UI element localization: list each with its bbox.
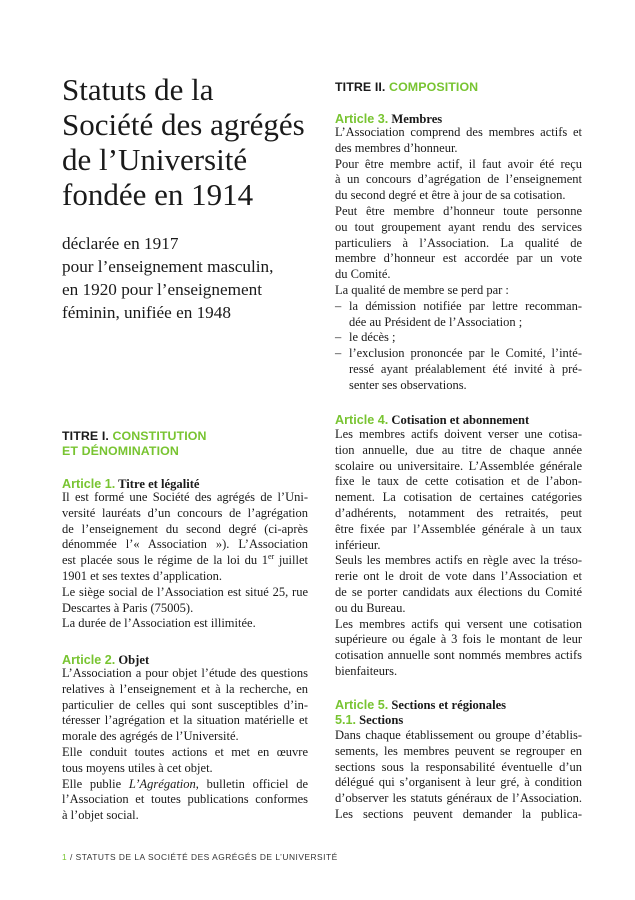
text-line: La durée de l’Association est illimitée. [62,616,256,631]
article-5-name: Sections et régionales [391,698,507,712]
text-segment: le décès ; [349,330,396,345]
text-line [62,553,308,569]
footer-text: STATUTS DE LA SOCIÉTÉ DES AGRÉGÉS DE L’UNIVERSITÉ [75,852,338,862]
text-line [62,777,308,793]
text-line: à l’objet social. [62,808,139,823]
text-line: des membres d’honneur. [335,140,458,155]
document-subtitle [62,232,322,324]
text-line: Seuls les membres actifs en règle avec la tréso- [335,553,582,568]
article-4-body [335,427,582,680]
text-line: du Comité. [335,267,391,282]
subtitle-line: en 1920 pour l’enseignement [62,280,262,299]
text-segment: juillet [274,553,308,568]
text-line: Les membres actifs qui versent une cotisation [335,616,582,631]
article-2-number: Article 2. [62,653,116,667]
text-line: Descartes à Paris (75005). [62,600,194,615]
text-line: particulier de celles qui sont susceptibles d’in- [62,697,308,712]
footer-separator: / [67,852,76,862]
text-line: dénommée l’« Association »). L’Association [62,537,308,552]
document-title [62,72,322,212]
text-line: Elle conduit toutes actions et met en œuvre [62,744,308,759]
text-line: ressé ayant préalablement été invité à pré- [349,361,582,376]
subtitle-line: féminin, unifiée en 1948 [62,303,231,322]
article-4-name: Cotisation et abonnement [391,413,530,427]
list-item [335,299,582,315]
ordinal-sup: er [268,552,275,562]
text-line: Dans chaque établissement ou groupe d’établis- [335,728,582,742]
text-line: Peut être membre d’honneur toute personne [335,203,582,218]
text-line: de l’enseignement du second degré (ci-après [62,521,308,536]
article-5-1-name: Sections [359,713,404,727]
article-3-body [335,125,582,394]
text-line: ou tout groupement ayant rendu des services [335,219,582,234]
text-segment: la démission notifiée par lettre recomman- [349,298,582,313]
text-line: nement. La cotisation de certaines catégories [335,490,582,505]
titre-2-heading [335,80,478,95]
article-4-heading [335,412,529,428]
article-5-heading [335,697,506,713]
dash-bullet: – [335,330,342,345]
text-line: morale des agrégés de l’Université. [62,729,239,744]
text-line: à un concours d’agrégation de l’enseignement [335,172,582,187]
article-5-1-heading [335,712,403,728]
subtitle-line: déclarée en 1917 [62,234,179,253]
title-line: fondée en 1914 [62,177,254,212]
article-2-name: Objet [118,653,150,667]
text-line: relatives à l’enseignement et à la recherche, en [62,681,308,696]
list-item [335,330,582,346]
publication-title: L’Agrégation [128,776,196,791]
subtitle-line: pour l’enseignement masculin, [62,257,274,276]
titre-1-prefix: TITRE I. [62,429,109,443]
article-1-name: Titre et légalité [118,477,200,491]
article-1-number: Article 1. [62,477,116,491]
text-line: L’Association a pour objet l’étude des questions [62,666,308,680]
titre-1-line2: ET DÉNOMINATION [62,444,179,458]
text-line: délégué qui s’organisent à leur gré, à condition [335,775,582,790]
text-line: La qualité de membre se perd par : [335,282,509,297]
text-line: d’observer les statuts généraux de l’Association. [335,791,582,806]
dash-bullet: – [335,346,342,361]
text-line: scolaire ou universitaire. L’Assemblée générale [335,458,582,473]
text-line: membre d’honneur est accordée par un vote [335,251,582,266]
text-line: du second degré et être à jour de sa cotisation. [335,188,566,203]
article-3-name: Membres [391,112,443,126]
title-line: de l’Université [62,142,248,177]
page-footer [62,852,338,862]
article-5-number: Article 5. [335,698,389,712]
text-line: dée au Président de l’Association ; [349,314,523,329]
list-item [335,346,582,362]
text-line: l’Association et toutes publications conformes [62,792,308,807]
text-line: ou du Bureau. [335,600,406,615]
titre-1-heading [62,429,207,459]
titre-2-label: COMPOSITION [389,80,479,94]
title-line: Société des agrégés [62,107,305,142]
text-line: versité lauréats d’un concours de l’agrégation [62,505,308,520]
article-1-body [62,490,308,632]
text-line: fixe le taux de cette cotisation et de l’abon- [335,474,582,489]
text-line: Le siège social de l’Association est situé 25, rue [62,584,308,599]
text-line: 1901 et ses textes d’application. [62,568,223,583]
text-segment: Elle publie [62,776,122,791]
text-line: d’adhérents, notamment des retraités, peut [335,505,582,520]
text-line: tous moyens utiles à cet objet. [62,760,213,775]
article-3-number: Article 3. [335,112,389,126]
article-4-number: Article 4. [335,413,389,427]
text-line: cotisation annuelle sont nommés membres actifs [335,648,582,663]
text-line: L’Association comprend des membres actifs et [335,125,582,139]
dash-bullet: – [335,298,342,313]
text-line: Il est formé une Société des agrégés de l’Uni- [62,490,308,504]
text-segment: , bulletin officiel de [195,776,308,791]
title-line: Statuts de la [62,72,214,107]
text-line: bienfaiteurs. [335,663,398,678]
text-line: rerie ont le droit de vote dans l’Association et [335,569,582,584]
text-line: Pour être membre actif, il faut avoir été reçu [335,156,582,171]
text-line: tion annuelle, due au titre de chaque année [335,442,582,457]
text-line: Les membres actifs doivent verser une cotisa- [335,427,582,441]
text-line: sections sous la responsabilité éventuelle d’un [335,759,582,774]
text-segment: l’exclusion prononcée par le Comité, l’inté- [349,346,582,361]
text-segment: est placée sous le régime de la loi du 1 [62,553,268,568]
text-line: téresser l’agrégation et la situation matérielle et [62,713,308,728]
titre-2-prefix: TITRE II. [335,80,386,94]
article-5-1-number: 5.1. [335,713,357,727]
article-2-body [62,666,308,824]
text-line: Les sections peuvent demander la publica- [335,806,582,821]
page-number: 1 [62,852,68,862]
article-5-body [335,728,582,823]
text-line: particuliers à l’Association. La qualité de [335,235,582,250]
titre-1-line1: CONSTITUTION [112,429,207,443]
text-line: être fixée par l’Assemblée générale à un taux [335,521,582,536]
text-line: inférieur. [335,537,381,552]
text-line: supérieure ou égale à 3 fois le montant de leur [335,632,582,647]
text-line: senter ses observations. [349,377,467,392]
text-line: de se porter candidats aux élections du Comité [335,584,582,599]
text-line: sements, les membres peuvent se regrouper en [335,743,582,758]
